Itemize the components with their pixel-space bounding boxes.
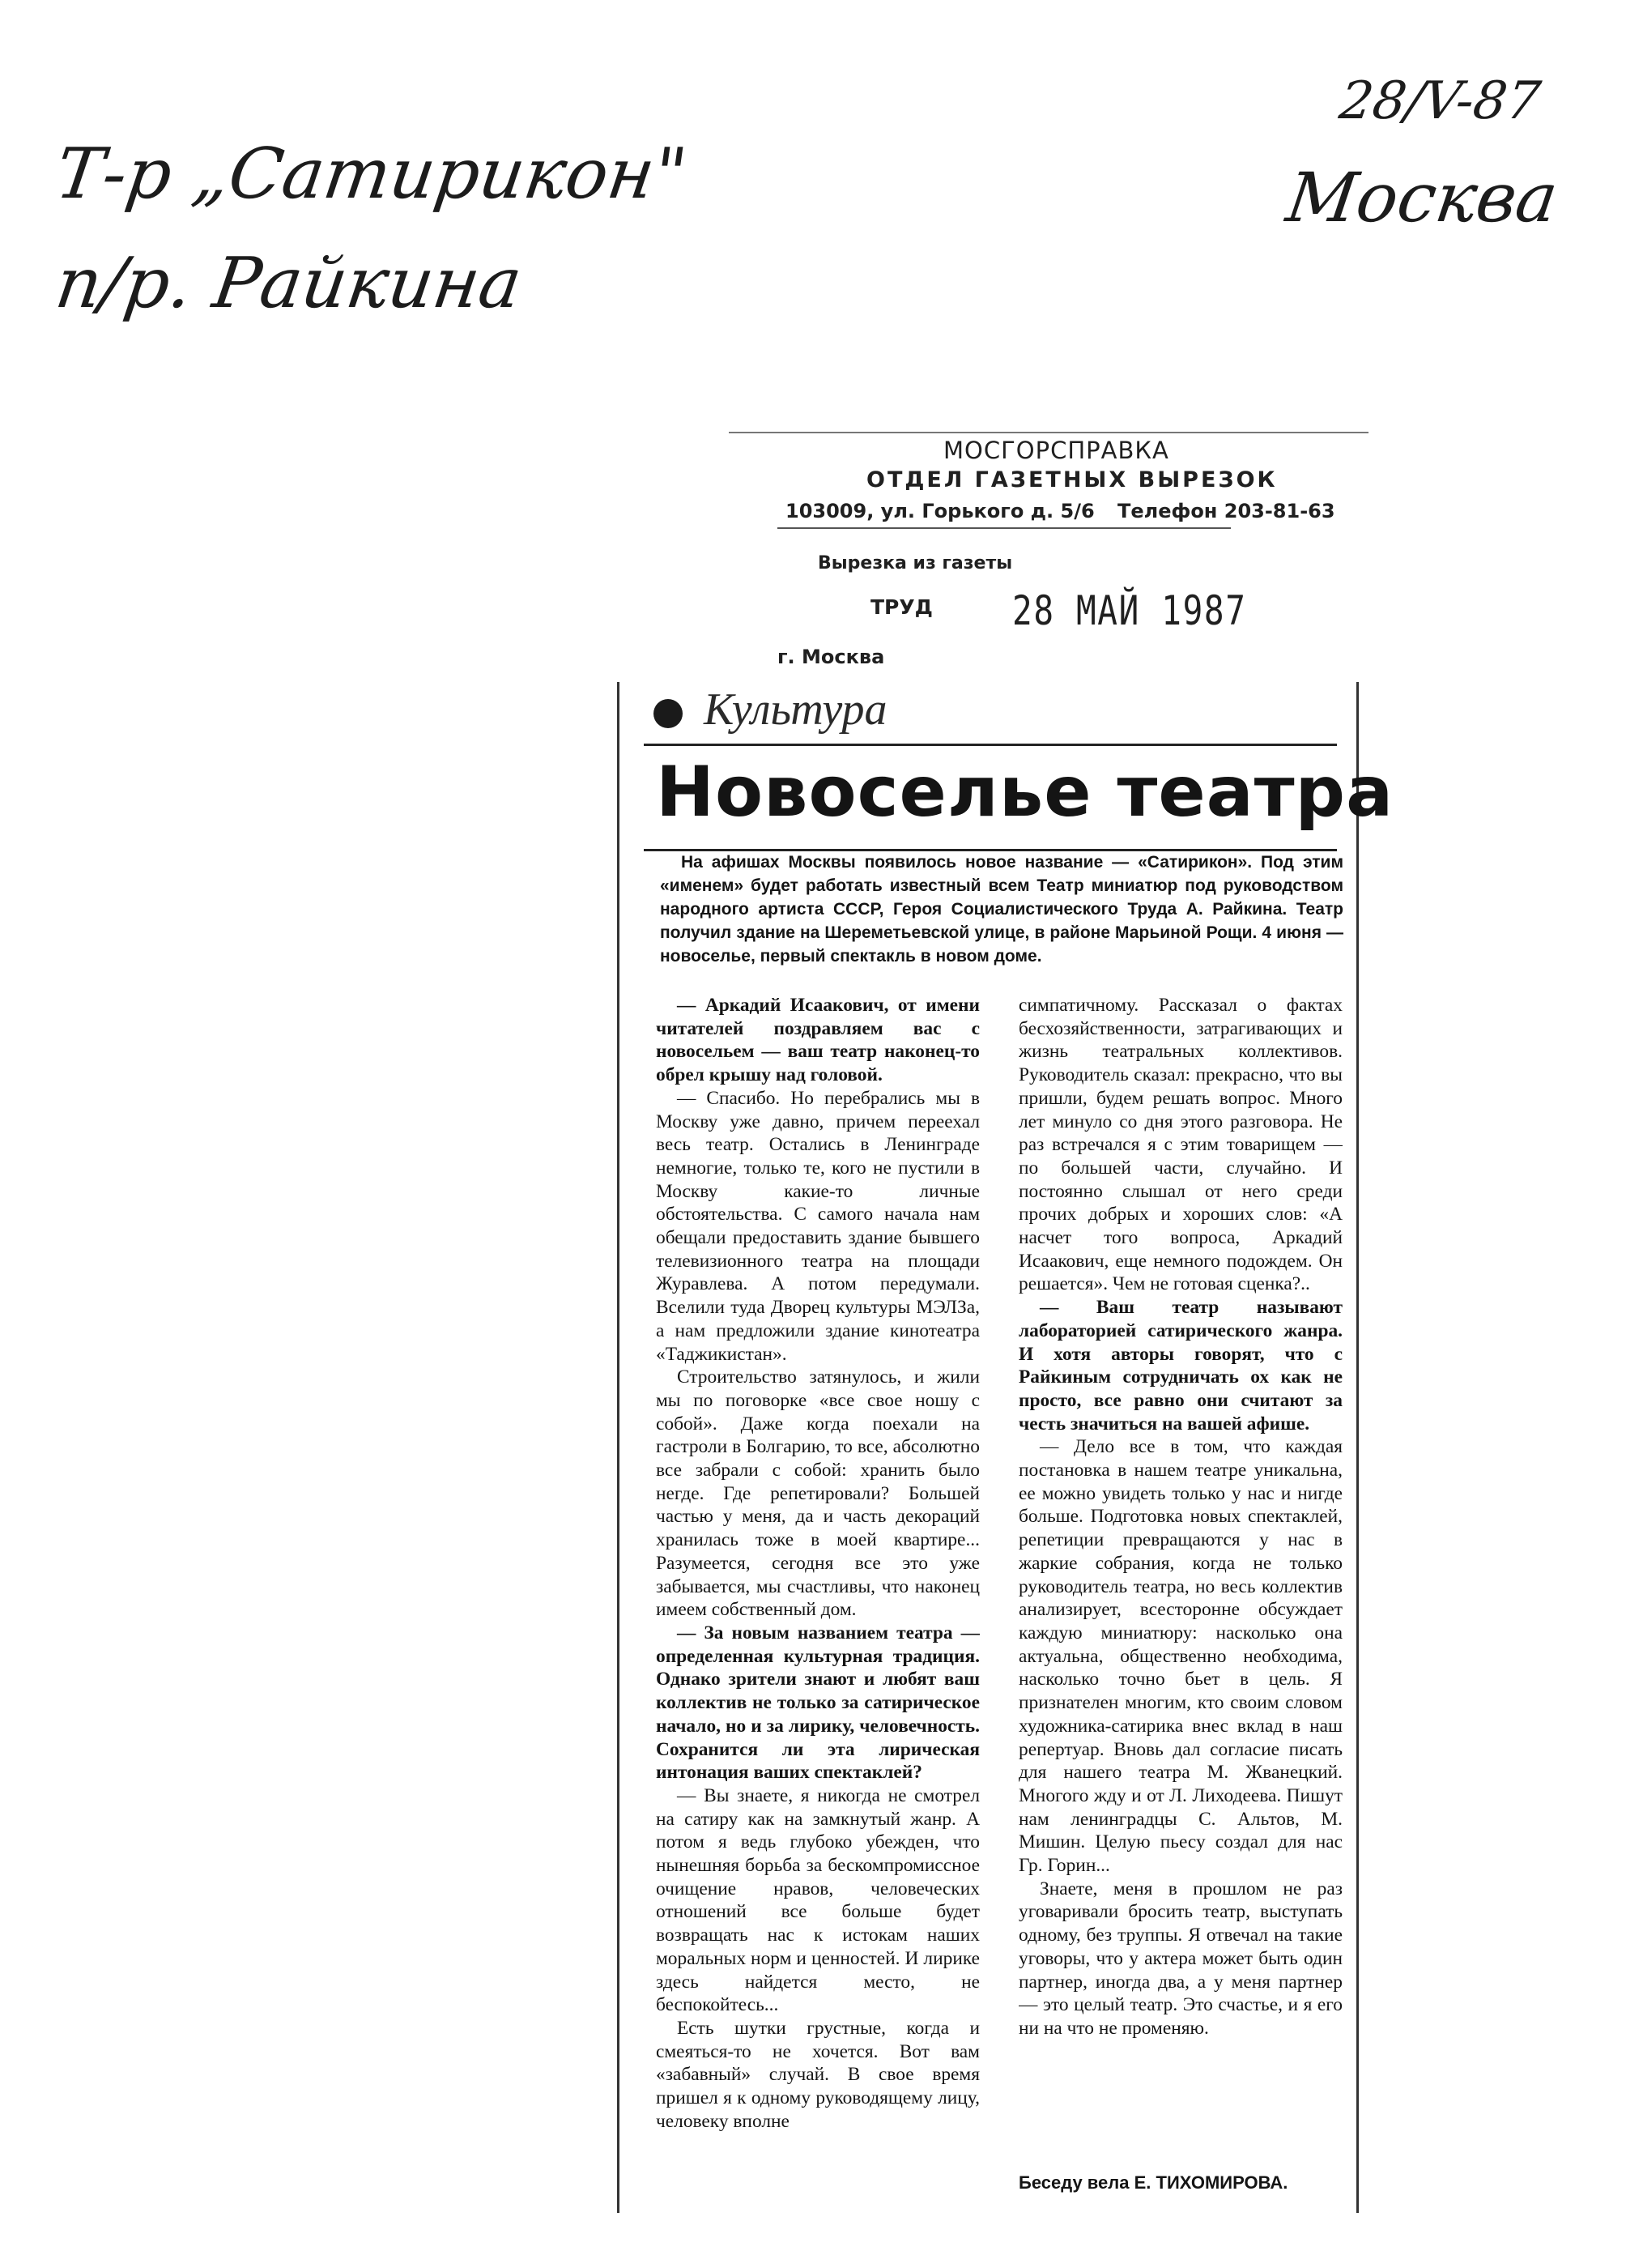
stamp-city: г. Москва: [777, 646, 885, 668]
byline: Беседу вела Е. ТИХОМИРОВА.: [1019, 2172, 1288, 2193]
paragraph: — Ваш театр называют лабораторией сатирического жанра. И хотя авторы говорят, что с Райкиным сотрудничать ох как не просто, все равно они считают за честь значиться на вашей афише.: [1019, 1297, 1343, 1435]
paragraph: — Аркадий Исаакович, от имени читателей поздравляем вас с новосельем — ваш театр наконец-то обрел крышу над головой.: [656, 995, 980, 1086]
clipping-bureau-stamp: [729, 425, 1368, 668]
stamp-phone: Телефон 203-81-63: [1117, 500, 1335, 522]
bullet-icon: [653, 699, 683, 728]
rubric: [653, 684, 887, 735]
rubric-label: Культура: [704, 684, 887, 735]
stamp-date: 28 МАЙ 1987: [1012, 587, 1247, 634]
rubric-rule: [644, 744, 1337, 746]
stamp-address-rule: [777, 527, 1231, 529]
handwritten-theatre-note: Т-р „Сатирикон": [50, 134, 692, 215]
stamp-department: ОТДЕЛ ГАЗЕТНЫХ ВЫРЕЗОК: [866, 467, 1278, 492]
newspaper-clipping: [617, 682, 1394, 2213]
article-column-left: [656, 994, 980, 2160]
paragraph: — Дело все в том, что каждая постановка в нашем театре уникальна, ее можно увидеть только у нас и нигде больше. Подготовка новых спектаклей, репетиции превращаются у нас в жаркие собрания, когда не только руководитель театра, но весь коллектив анализирует, всесторонне обсуждает каждую миниатюру: насколько она актуальна, общественно необходима, насколько точно бьет в цель. Я признателен многим, кто своим словом художника-сатирика внес вклад в наш репертуар. Вновь дал согласие писать для нашего театра М. Жванецкий. Многого жду и от Л. Лиходеева. Пишут нам ленинградцы С. Альтов, М. Мишин. Целую пьесу создал для нас Гр. Горин...: [1019, 1436, 1343, 1877]
handwritten-director-note: п/р. Райкина: [50, 243, 527, 324]
article-lead: На афишах Москвы появилось новое название — «Сатирикон». Под этим «именем» будет работать известный всем Театр миниатюр под руководством народного артиста СССР, Героя Социалистического Труда А. Райкина. Театр получил здание на Шереметьевской улице, в районе Марьиной Рощи. 4 июня — новоселье, первый спектакль в новом доме.: [660, 853, 1343, 966]
stamp-newspaper-name: ТРУД: [870, 595, 933, 619]
paragraph: — Спасибо. Но перебрались мы в Москву уже давно, причем переехал весь театр. Остались в Ленинграде немногие, только те, кого не пустили в Москву какие-то личные обстоятельства. С самого начала нам обещали предоставить здание бывшего телевизионного театра на площади Журавлева. А потом передумали. Вселили туда Дворец культуры МЭЛЗа, а нам предложили здание кинотеатра «Таджикистан».: [656, 1087, 980, 1365]
article-column-right: [1019, 994, 1343, 2160]
paragraph: Есть шутки грустные, когда и смеяться-то не хочется. Вот вам «забавный» случай. В свое время пришел я к одному руководящему лицу, человеку вполне: [656, 2017, 980, 2132]
stamp-top-rule: [729, 432, 1368, 433]
paragraph: Знаете, меня в прошлом не раз уговаривали бросить театр, выступать одному, без труппы. Я отвечал на такие уговоры, что у актера может быть один партнер, иногда два, а у меня партнер — это целый театр. Это счастье, и я его ни на что не променяю.: [1019, 1878, 1343, 2039]
paragraph: симпатичному. Рассказал о фактах бесхозяйственности, затрагивающих и жизнь театральных коллективов. Руководитель сказал: прекрасно, что вы пришли, будем решать вопрос. Много лет минуло со дня этого разговора. Не раз встречался я с этим товарищем — по большей части, случайно. И постоянно слышал от него среди прочих добрых и хороших слов: «А насчет того вопроса, Аркадий Исаакович, еще немного подождем. Он решается». Чем не готовая сценка?..: [1019, 995, 1343, 1295]
stamp-clip-label: Вырезка из газеты: [818, 553, 1013, 573]
paragraph: — Вы знаете, я никогда не смотрел на сатиру как на замкнутый жанр. А потом я ведь глубоко убежден, что нынешняя борьба за бескомпромиссное очищение нравов, человеческих отношений все больше будет возвращать нас к истокам наших моральных норм и ценностей. И лирике здесь найдется место, не беспокойтесь...: [656, 1784, 980, 2016]
paragraph: — За новым названием театра — определенная культурная традиция. Однако зрители знают и любят ваш коллектив не только за сатирическое начало, но и за лирику, человечность. Сохранится ли эта лирическая интонация ваших спектаклей?: [656, 1622, 980, 1784]
handwritten-city: Москва: [1282, 158, 1563, 237]
headline: Новоселье театра: [656, 752, 1394, 833]
stamp-organization: МОСГОРСПРАВКА: [943, 437, 1169, 464]
stamp-address: 103009, ул. Горького д. 5/6: [785, 500, 1095, 522]
paragraph: Строительство затянулось, и жили мы по поговорке «все свое ношу с собой». Даже когда поехали на гастроли в Болгарию, то все, абсолютно все забрали с собой: хранить было негде. Где репетировали? Большей частью у меня, да и часть декораций хранилась тоже в моей квартире... Разумеется, сегодня все это уже забывается, мы счастливы, что наконец имеем собственный дом.: [656, 1366, 980, 1621]
handwritten-date: 28/V-87: [1335, 71, 1544, 131]
